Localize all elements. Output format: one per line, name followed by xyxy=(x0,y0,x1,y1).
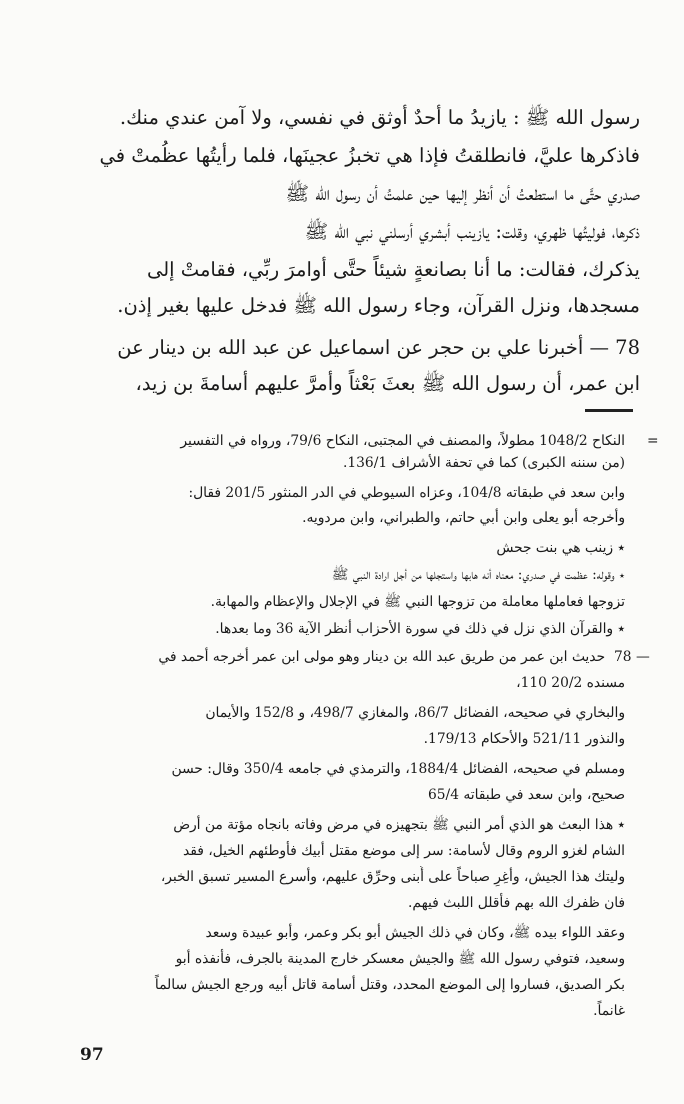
footnote-line-22: غانماً. xyxy=(593,1003,625,1019)
continuation-marker: = xyxy=(647,433,659,449)
footnote-line-19: وعقد اللواء بيده ﷺ، وكان في ذلك الجيش أبو بكر وعمر، وأبو عبيدة وسعد xyxy=(205,925,625,941)
main-text-line-1: رسول الله ﷺ : يازيدُ ما أحدٌ أوثق في نفسي، ولا آمن عندي منك. xyxy=(119,106,640,129)
footnote-line-14: صحيح، وابن سعد في طبقاته 65/4 xyxy=(427,787,625,803)
main-text-line-5: يذكرك، فقالت: ما أنا بصانعةٍ شيئاً حتَّى أوامرَ ربِّي، فقامتْ إلى xyxy=(146,258,640,281)
footnote-divider xyxy=(585,409,633,412)
hadith-78-line-1 xyxy=(80,330,640,370)
footnote-line-2: (من سننه الكبرى) كما في تحفة الأشراف 136/1. xyxy=(342,455,625,471)
footnote-line-9: حديث ابن عمر من طريق عبد الله بن دينار وهو مولى ابن عمر أخرجه أحمد في xyxy=(158,649,605,665)
main-text-line-4: ذكرها، فوليتُها ظهري، وقلت: يازينب أبشري أرسلني نبي الله ﷺ xyxy=(304,220,640,243)
main-text-line-2: فاذكرها عليَّ، فانطلقتُ فإذا هي تخبزُ عجينَها، فلما رأيتُها عظُمتْ في xyxy=(99,144,640,167)
hadith-number: 78 xyxy=(615,336,640,359)
footnote-line-12: والنذور 521/11 والأحكام 179/13. xyxy=(423,731,625,747)
main-text-line-6: مسجدها، ونزل القرآن، وجاء رسول الله ﷺ فدخل عليها بغير إذن. xyxy=(117,294,640,317)
footnote-line-7: تزوجها فعاملها معاملة من تزوجها النبي ﷺ في الإجلال والإعظام والمهابة. xyxy=(210,594,625,610)
footnote-line-20: وسعيد، فتوفي رسول الله ﷺ والجيش معسكر خارج المدينة بالجرف، فأنفذه أبو xyxy=(175,951,625,967)
footnote-line-13: ومسلم في صحيحه، الفضائل 1884/4، والترمذي في جامعه 350/4 وقال: حسن xyxy=(171,761,625,777)
footnote-line-3: وابن سعد في طبقاته 104/8، وعزاه السيوطي في الدر المنثور 201/5 فقال: xyxy=(188,485,625,501)
footnote-line-5: ٭ زينب هي بنت جحش xyxy=(496,540,625,556)
footnote-line-18: فان ظفرك الله بهم فأقلل اللبث فيهم. xyxy=(408,895,625,911)
hadith-dash: — xyxy=(589,336,609,359)
hadith-78-line-2: ابن عمر، أن رسول الله ﷺ بعثَ بَعْثاً وأمرَّ عليهم أسامةَ بن زيد، xyxy=(135,372,640,395)
footnote-line-10: مسنده 20/2 110، xyxy=(516,675,625,691)
footnote-line-17: وليتك هذا الجيش، وأغِرِ صباحاً على أُبنى وحرِّق عليهم، وأسرع المسير تسبق الخبر، xyxy=(160,869,625,885)
footnote-line-8: ٭ والقرآن الذي نزل في ذلك في سورة الأحزاب أنظر الآية 36 وما بعدها. xyxy=(215,621,625,637)
footnote-line-1: النكاح 1048/2 مطولاً، والمصنف في المجتبى، النكاح 79/6، ورواه في التفسير xyxy=(180,433,625,449)
footnote-line-15: ٭ هذا البعث هو الذي أمر النبي ﷺ بتجهيزه في مرض وفاته بانجاه مؤتة من أرض xyxy=(173,817,625,833)
footnote-78-marker xyxy=(614,646,650,668)
footnote-78-dash: — xyxy=(635,649,650,665)
footnote-line-4: وأخرجه أبو يعلى وابن أبي حاتم، والطبراني، وابن مردويه. xyxy=(302,510,625,526)
footnote-line-21: بكر الصديق، فساروا إلى الموضع المحدد، وقتل أسامة قاتل أبيه ورجع الجيش سالماً xyxy=(154,977,625,993)
hadith-text-1: أخبرنا علي بن حجر عن اسماعيل عن عبد الله بن دينار عن xyxy=(117,336,584,359)
footnote-line-16: الشام لغزو الروم وقال لأسامة: سر إلى موضع مقتل أبيك فأوطئهم الخيل، فقد xyxy=(183,843,625,859)
footnote-line-6: ٭ وقوله: عظمت في صدري: معناه أنه هابها واستجلها من أجل ارادة النبي ﷺ xyxy=(331,567,625,583)
page-number: 97 xyxy=(80,1045,104,1065)
main-text-line-3: صدري حتَّى ما استطعتُ أن أنظر إليها حين علمتُ أن رسول الله ﷺ xyxy=(285,182,640,205)
footnote-line-11: والبخاري في صحيحه، الفضائل 86/7، والمغازي 498/7، و 152/8 والأيمان xyxy=(205,705,625,721)
footnote-78-number: 78 xyxy=(614,649,632,665)
